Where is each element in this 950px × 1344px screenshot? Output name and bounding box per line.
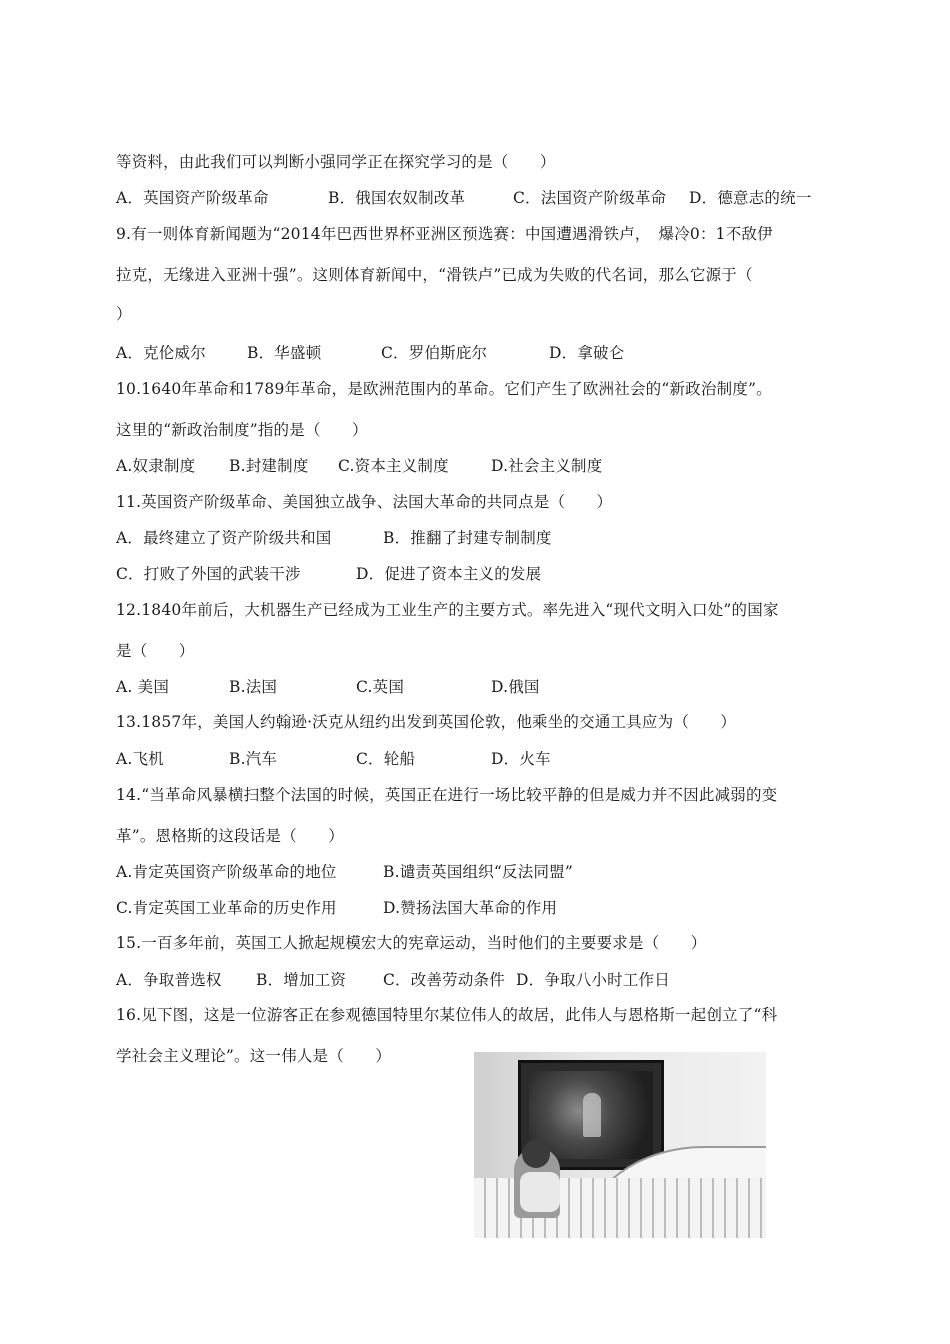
option-b[interactable]: B.封建制度 bbox=[229, 457, 309, 475]
option-d[interactable]: D．促进了资本主义的发展 bbox=[356, 565, 542, 583]
option-c[interactable]: C．打败了外国的武装干涉 bbox=[116, 565, 301, 583]
option-a[interactable]: A. 美国 bbox=[116, 678, 170, 696]
option-d[interactable]: D.赞扬法国大革命的作用 bbox=[383, 899, 558, 917]
option-a[interactable]: A．克伦威尔 bbox=[116, 344, 206, 362]
question-16-stem-1: 16.见下图，这是一位游客正在参观德国特里尔某位伟人的故居，此伟人与恩格斯一起创立了“科 bbox=[116, 1006, 778, 1024]
option-c[interactable]: C.英国 bbox=[356, 678, 405, 696]
option-c[interactable]: C.肯定英国工业革命的历史作用 bbox=[116, 899, 337, 917]
option-a[interactable]: A．争取普选权 bbox=[116, 971, 222, 989]
option-d[interactable]: D.俄国 bbox=[491, 678, 540, 696]
option-d[interactable]: D.社会主义制度 bbox=[491, 457, 603, 475]
option-b[interactable]: B.法国 bbox=[229, 678, 278, 696]
option-a[interactable]: A.奴隶制度 bbox=[116, 457, 196, 475]
option-a[interactable]: A.飞机 bbox=[116, 750, 164, 768]
option-b[interactable]: B．俄国农奴制改革 bbox=[328, 189, 466, 207]
question-16-stem-2: 学社会主义理论”。这一伟人是（ ） bbox=[116, 1047, 392, 1065]
question-12-stem-1: 12.1840年前后，大机器生产已经成为工业生产的主要方式。率先进入“现代文明入口处”的国家 bbox=[116, 601, 779, 619]
question-14-stem-2: 革”。恩格斯的这段话是（ ） bbox=[116, 827, 344, 845]
question-15-stem: 15.一百多年前，英国工人掀起规模宏大的宪章运动，当时他们的主要要求是（ ） bbox=[116, 934, 707, 952]
question-11-stem: 11.英国资产阶级革命、美国独立战争、法国大革命的共同点是（ ） bbox=[116, 493, 613, 511]
option-a[interactable]: A．最终建立了资产阶级共和国 bbox=[116, 529, 332, 547]
option-a[interactable]: A.肯定英国资产阶级革命的地位 bbox=[116, 863, 337, 881]
question-10-stem-1: 10.1640年革命和1789年革命，是欧洲范围内的革命。它们产生了欧洲社会的“新政治制度”。 bbox=[116, 380, 772, 398]
question-9-stem-1: 9.有一则体育新闻题为“2014年巴西世界杯亚洲区预选赛：中国遭遇滑铁卢， 爆冷0：1不敌伊 bbox=[116, 225, 773, 243]
option-a[interactable]: A．英国资产阶级革命 bbox=[116, 189, 269, 207]
question-14-stem-1: 14.“当革命风暴横扫整个法国的时候，英国正在进行一场比较平静的但是威力并不因此减弱的变 bbox=[116, 786, 778, 804]
photo-visitor-head bbox=[522, 1140, 550, 1168]
option-c[interactable]: C．法国资产阶级革命 bbox=[513, 189, 667, 207]
photo-visitor-shirt bbox=[520, 1172, 560, 1212]
option-b[interactable]: B.谴责英国组织“反法同盟” bbox=[383, 863, 573, 881]
option-d[interactable]: D．火车 bbox=[491, 750, 551, 768]
question-9-stem-3: ） bbox=[116, 305, 132, 323]
option-b[interactable]: B．增加工资 bbox=[256, 971, 347, 989]
option-d[interactable]: D．德意志的统一 bbox=[689, 189, 812, 207]
photo-painting-figure bbox=[583, 1093, 601, 1137]
option-c[interactable]: C．罗伯斯庇尔 bbox=[381, 344, 488, 362]
option-b[interactable]: B.汽车 bbox=[229, 750, 278, 768]
option-c[interactable]: C.资本主义制度 bbox=[338, 457, 449, 475]
question-9-stem-2: 拉克，无缘进入亚洲十强”。这则体育新闻中，“滑铁卢”已成为失败的代名词，那么它源于（ bbox=[116, 266, 753, 284]
option-d[interactable]: D．拿破仑 bbox=[549, 344, 625, 362]
option-b[interactable]: B．华盛顿 bbox=[247, 344, 322, 362]
option-b[interactable]: B．推翻了封建专制制度 bbox=[383, 529, 552, 547]
option-d[interactable]: D．争取八小时工作日 bbox=[516, 971, 670, 989]
option-c[interactable]: C．轮船 bbox=[356, 750, 416, 768]
museum-visitor-photo bbox=[474, 1052, 766, 1238]
option-c[interactable]: C．改善劳动条件 bbox=[383, 971, 505, 989]
question-10-stem-2: 这里的“新政治制度”指的是（ ） bbox=[116, 421, 368, 439]
question-8-stem-end: 等资料，由此我们可以判断小强同学正在探究学习的是（ ） bbox=[116, 153, 556, 171]
question-13-stem: 13.1857年，美国人约翰逊·沃克从纽约出发到英国伦敦，他乘坐的交通工具应为（ ） bbox=[116, 713, 737, 731]
question-12-stem-2: 是（ ） bbox=[116, 642, 195, 660]
